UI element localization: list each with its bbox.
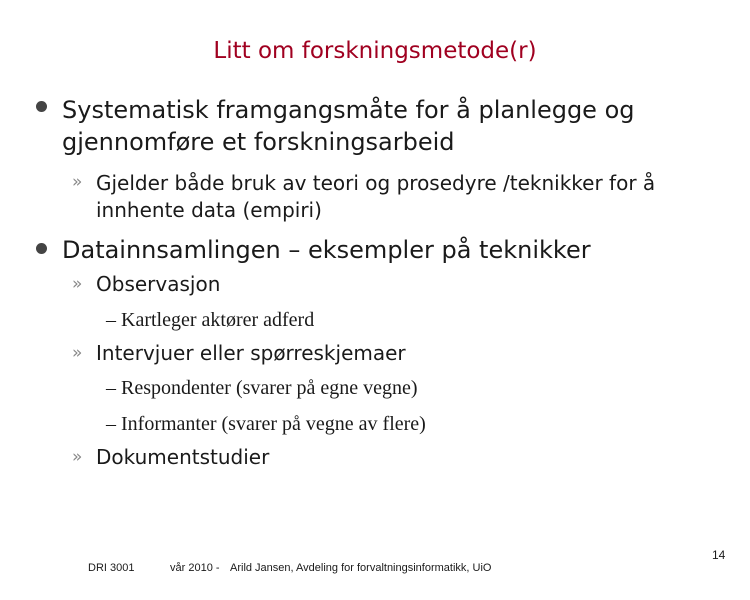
bullet-2-sub-2: Intervjuer eller spørreskjemaer [96, 341, 406, 365]
slide-title: Litt om forskningsmetode(r) [213, 38, 537, 64]
bullet-2-sub-2-detail-2: – Informanter (svarer på vegne av flere) [106, 413, 426, 435]
bullet-1-sub-1: Gjelder både bruk av teori og prosedyre /teknikker for å innhente data (empiri) [96, 171, 656, 222]
bullet-dot-icon [36, 101, 47, 112]
footer-term: vår 2010 - [170, 562, 220, 574]
footer-author: Arild Jansen, Avdeling for forvaltningsinformatikk, UiO [230, 562, 492, 574]
sub-bullet-marker-icon: » [72, 447, 83, 467]
page-number: 14 [712, 548, 726, 562]
sub-bullet-marker-icon: » [72, 172, 83, 192]
bullet-2: Datainnsamlingen – eksempler på teknikker [62, 236, 591, 264]
bullet-1: Systematisk framgangsmåte for å planlegge og gjennomføre et forskningsarbeid [62, 96, 635, 156]
bullet-2-sub-3: Dokumentstudier [96, 445, 270, 469]
footer-course: DRI 3001 [88, 562, 135, 574]
bullet-2-sub-1: Observasjon [96, 272, 221, 296]
bullet-2-sub-1-detail-1: – Kartleger aktører adferd [106, 309, 315, 331]
sub-bullet-marker-icon: » [72, 343, 83, 363]
bullet-2-sub-2-detail-1: – Respondenter (svarer på egne vegne) [106, 377, 418, 399]
sub-bullet-marker-icon: » [72, 274, 83, 294]
bullet-dot-icon [36, 243, 47, 254]
